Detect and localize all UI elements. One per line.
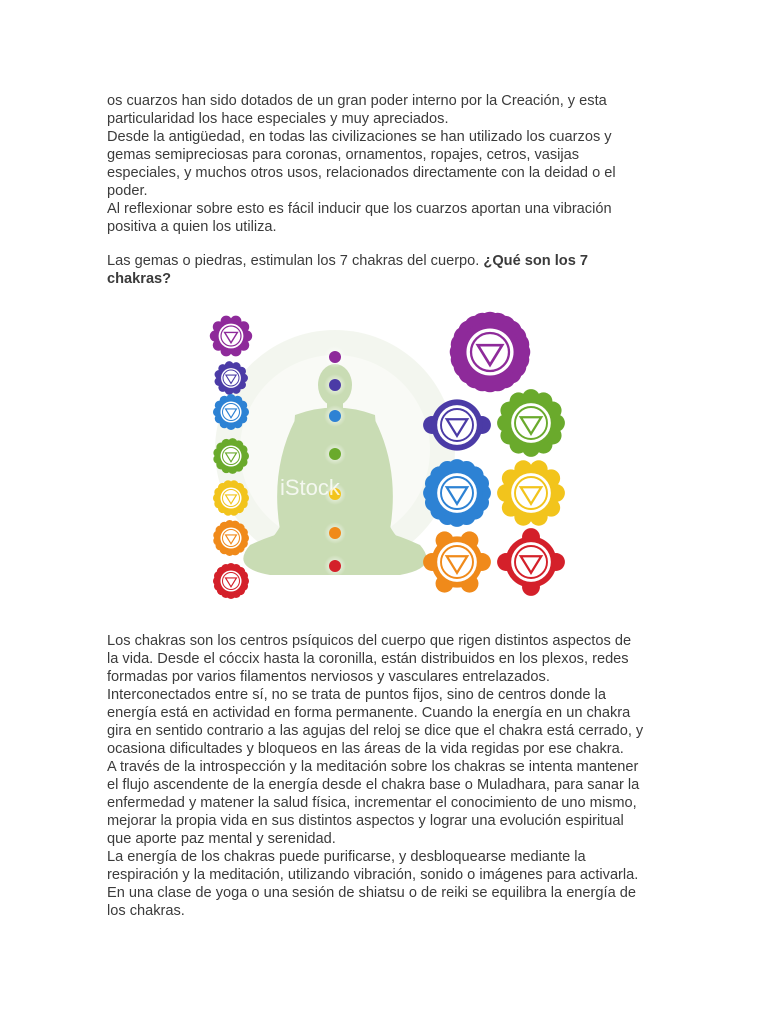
paragraph: Interconectados entre sí, no se trata de puntos fijos, sino de centros donde la energía está en actividad en forma permanente. Cuando la energía en un chakra gira en sentido contrario a las agujas del reloj se dice que el chakra está cerrado, y ocasiona dificultades y bloqueos en las áreas de la vida regidas por ese chakra. [107,687,644,757]
paragraph: Al reflexionar sobre esto es fácil inducir que los cuarzos aportan una vibración positiva a quien los utiliza. [107,201,612,235]
chakra-dot-indigo [329,379,341,391]
paragraph: En una clase de yoga o una sesión de shiatsu o de reiki se equilibra la energía de los chakras. [107,885,636,919]
paragraph: A través de la introspección y la meditación sobre los chakras se intenta mantener el flujo ascendente de la energía desde el chakra base o Muladhara, para sanar la enfermedad y matener la salud física, incrementar el conocimiento de uno mismo, mejorar la propia vida en sus distintos aspectos y lograr una evolución espiritual que aporte paz mental y serenidad. [107,759,640,847]
chakras-illustration [200,300,570,610]
chakra-dot-green [329,448,341,460]
paragraph: Desde la antigüedad, en todas las civilizaciones se han utilizado los cuarzos y gemas semipreciosas para coronas, ornamentos, ropajes, cetros, vasijas especiales, y muchos otros usos, relacionados directamente con la deidad o el poder. [107,129,616,199]
chakra-dot-red [329,560,341,572]
question-lead: Las gemas o piedras, estimulan los 7 chakras del cuerpo. [107,253,484,269]
question-paragraph [107,252,682,288]
large-chakra-yellow-icon [497,460,565,525]
large-chakra-orange-icon [423,531,491,592]
paragraph: Los chakras son los centros psíquicos del cuerpo que rigen distintos aspectos de la vida. Desde el cóccix hasta la coronilla, están distribuidos en los plexos, redes formadas por varios filamentos nerviosos y vasculares entrelazados. [107,633,632,685]
large-chakra-blue-icon [423,459,491,527]
intro-text-block [107,92,682,236]
large-chakra-red-icon [497,528,565,596]
chakra-dot-orange [329,527,341,539]
question-heading: ¿Qué son los 7 chakras? [107,253,589,287]
paragraph: La energía de los chakras puede purificarse, y desbloquearse mediante la respiración y la meditación, utilizando vibración, sonido o imágenes para activarla. [107,849,639,883]
small-chakra-red-icon [213,563,249,599]
chakra-dot-blue [329,410,341,422]
paragraph: os cuarzos han sido dotados de un gran poder interno por la Creación, y esta particularidad los hace especiales y muy apreciados. [107,93,607,127]
watermark-text: iStock [280,475,340,500]
chakras-explanation-block [107,632,682,920]
chakra-dot-violet [329,351,341,363]
question-text-block [107,252,682,288]
large-chakra-green-icon [497,389,565,457]
large-chakra-violet-icon [450,312,531,393]
small-chakra-violet-icon [210,316,252,357]
small-chakra-orange-icon [213,520,249,556]
